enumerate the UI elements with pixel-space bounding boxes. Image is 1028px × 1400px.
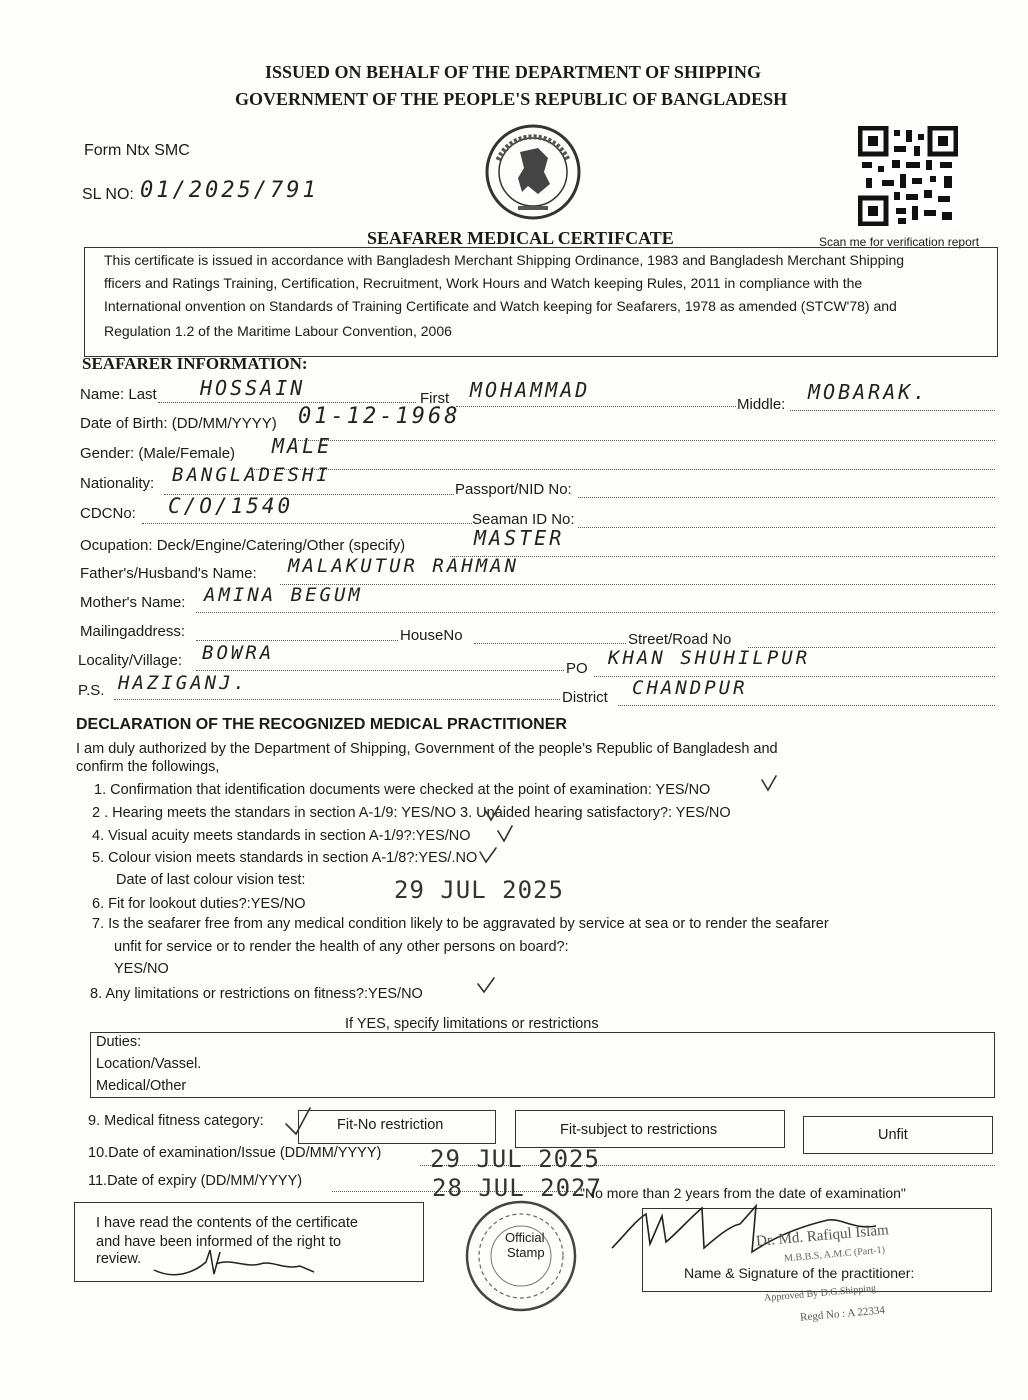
doctor-stamp-name: Dr. Md. Rafiqul Islam bbox=[755, 1222, 890, 1250]
doctor-stamp-degree: M.B.B.S, A.M.C (Part-1) bbox=[783, 1244, 886, 1265]
colour-vision-date-label: Date of last colour vision test: bbox=[116, 872, 306, 888]
declaration-heading: DECLARATION OF THE RECOGNIZED MEDICAL PRACTITIONER bbox=[76, 716, 567, 733]
cdc-label: CDCNo: bbox=[80, 505, 136, 522]
acknowledgement-line-3: review. bbox=[96, 1251, 142, 1267]
seafarer-signature-icon bbox=[150, 1244, 320, 1284]
doctor-stamp-regd: Regd No : A 22334 bbox=[799, 1304, 886, 1324]
sl-label: SL NO: bbox=[82, 186, 134, 203]
name-last-value: HOSSAIN bbox=[200, 376, 306, 400]
ps-value: HAZIGANJ. bbox=[118, 672, 248, 694]
gender-label: Gender: (Male/Female) bbox=[80, 445, 236, 462]
intro-line-1: This certificate is issued in accordance with Bangladesh Merchant Shipping Ordinance, 1983 and Bangladesh Merchant Shipping bbox=[104, 252, 905, 268]
first-name-value: MOHAMMAD bbox=[470, 378, 591, 402]
district-label: District bbox=[562, 689, 608, 706]
expiry-date-stamp: 28 JUL 2027 bbox=[432, 1174, 602, 1202]
unfit-label: Unfit bbox=[878, 1127, 908, 1143]
locality-label: Locality/Village: bbox=[78, 652, 182, 669]
expiry-date-label: 11.Date of expiry (DD/MM/YYYY) bbox=[88, 1173, 303, 1189]
seaman-id-label: Seaman ID No: bbox=[472, 511, 575, 528]
middle-name-label: Middle: bbox=[737, 396, 786, 413]
cdc-value: C/O/1540 bbox=[168, 494, 294, 518]
father-name-value: MALAKUTUR RAHMAN bbox=[288, 555, 520, 577]
declaration-intro-1: I am duly authorized by the Department of Shipping, Government of the people's Republic of Bangladesh and bbox=[76, 741, 778, 757]
nationality-label: Nationality: bbox=[80, 475, 155, 492]
fit-subject-label: Fit-subject to restrictions bbox=[560, 1122, 718, 1138]
po-label: PO bbox=[566, 660, 588, 677]
locality-value: BOWRA bbox=[202, 642, 275, 664]
duties-label: Duties: bbox=[96, 1034, 142, 1050]
gender-value: MALE bbox=[272, 434, 333, 458]
official-stamp-label-1: Official bbox=[505, 1230, 545, 1245]
sl-value: 01/2025/791 bbox=[140, 178, 319, 203]
declaration-intro-2: confirm the followings, bbox=[76, 759, 220, 775]
passport-label: Passport/NID No: bbox=[455, 481, 572, 498]
declaration-item-7b: unfit for service or to render the health of any other persons on board?: bbox=[114, 939, 569, 955]
intro-line-4: Regulation 1.2 of the Maritime Labour Convention, 2006 bbox=[104, 323, 452, 339]
intro-line-3: International onvention on Standards of Training Certificate and Watch keeping for Seafarers, 1978 as amended (STCW'78) and bbox=[104, 298, 897, 314]
declaration-item-2: 2 . Hearing meets the standars in section A-1/9: YES/NO 3. Unaided hearing satisfactory?: YES/NO bbox=[92, 805, 731, 821]
father-name-label: Father's/Husband's Name: bbox=[80, 565, 257, 582]
declaration-item-1: 1. Confirmation that identification documents were checked at the point of examination: YES/NO bbox=[94, 782, 711, 798]
declaration-item-4: 4. Visual acuity meets standards in section A-1/9?:YES/NO bbox=[92, 828, 471, 844]
house-no-label: HouseNo bbox=[400, 627, 463, 644]
name-signature-label: Name & Signature of the practitioner: bbox=[684, 1265, 915, 1281]
if-yes-specify: If YES, specify limitations or restrictions bbox=[345, 1016, 599, 1032]
mother-name-value: AMINA BEGUM bbox=[204, 584, 363, 606]
declaration-item-7a: 7. Is the seafarer free from any medical condition likely to be aggravated by service at sea or to render the seafarer bbox=[92, 916, 829, 932]
fit-no-restriction-label: Fit-No restriction bbox=[337, 1117, 444, 1133]
declaration-item-8: 8. Any limitations or restrictions on fitness?:YES/NO bbox=[90, 986, 423, 1002]
header-line-1: ISSUED ON BEHALF OF THE DEPARTMENT OF SHIPPING bbox=[265, 62, 761, 82]
mailing-address-label: Mailingaddress: bbox=[80, 623, 186, 640]
name-last-label: Name: Last bbox=[80, 386, 157, 403]
exam-date-label: 10.Date of examination/Issue (DD/MM/YYYY) bbox=[88, 1145, 382, 1161]
po-value: KHAN SHUHILPUR bbox=[608, 647, 811, 669]
declaration-item-5: 5. Colour vision meets standards in section A-1/8?:YES/.NO bbox=[92, 850, 478, 866]
location-vessel-label: Location/Vassel. bbox=[96, 1056, 202, 1072]
form-number: Form Ntx SMC bbox=[84, 142, 190, 159]
expiry-note: "No more than 2 years from the date of examination" bbox=[580, 1185, 906, 1201]
intro-line-2: fficers and Ratings Training, Certification, Recruitment, Work Hours and Watch keeping Rules, 2011 in compliance with the bbox=[104, 275, 863, 291]
limitations-box bbox=[90, 1032, 995, 1098]
dob-label: Date of Birth: (DD/MM/YYYY) bbox=[80, 415, 277, 432]
ps-label: P.S. bbox=[78, 682, 105, 699]
acknowledgement-line-2: and have been informed of the right to bbox=[96, 1234, 342, 1250]
dob-value: 01-12-1968 bbox=[298, 404, 461, 429]
district-value: CHANDPUR bbox=[632, 677, 748, 699]
occupation-label: Ocupation: Deck/Engine/Catering/Other (specify) bbox=[80, 537, 406, 554]
seafarer-info-heading: SEAFARER INFORMATION: bbox=[82, 354, 308, 373]
mother-name-label: Mother's Name: bbox=[80, 594, 186, 611]
fitness-category-label: 9. Medical fitness category: bbox=[88, 1113, 264, 1129]
medical-other-label: Medical/Other bbox=[96, 1078, 187, 1094]
street-label: Street/Road No bbox=[628, 631, 732, 648]
colour-vision-date-stamp: 29 JUL 2025 bbox=[394, 876, 564, 904]
declaration-item-7c: YES/NO bbox=[114, 961, 169, 977]
official-stamp-label-2: Stamp bbox=[507, 1245, 545, 1260]
acknowledgement-line-1: I have read the contents of the certificate bbox=[96, 1215, 358, 1231]
certificate-title: SEAFARER MEDICAL CERTIFCATE bbox=[367, 228, 674, 248]
header-line-2: GOVERNMENT OF THE PEOPLE'S REPUBLIC OF BANGLADESH bbox=[235, 89, 788, 109]
nationality-value: BANGLADESHI bbox=[172, 464, 331, 486]
exam-date-stamp: 29 JUL 2025 bbox=[430, 1145, 600, 1173]
first-name-label: First bbox=[420, 390, 450, 407]
occupation-value: MASTER bbox=[474, 526, 565, 550]
middle-name-value: MOBARAK. bbox=[808, 380, 929, 404]
qr-caption: Scan me for verification report bbox=[819, 235, 980, 249]
doctor-stamp-approved: Approved By D.G.Shipping bbox=[763, 1283, 877, 1304]
declaration-item-6: 6. Fit for lookout duties?:YES/NO bbox=[92, 896, 306, 912]
